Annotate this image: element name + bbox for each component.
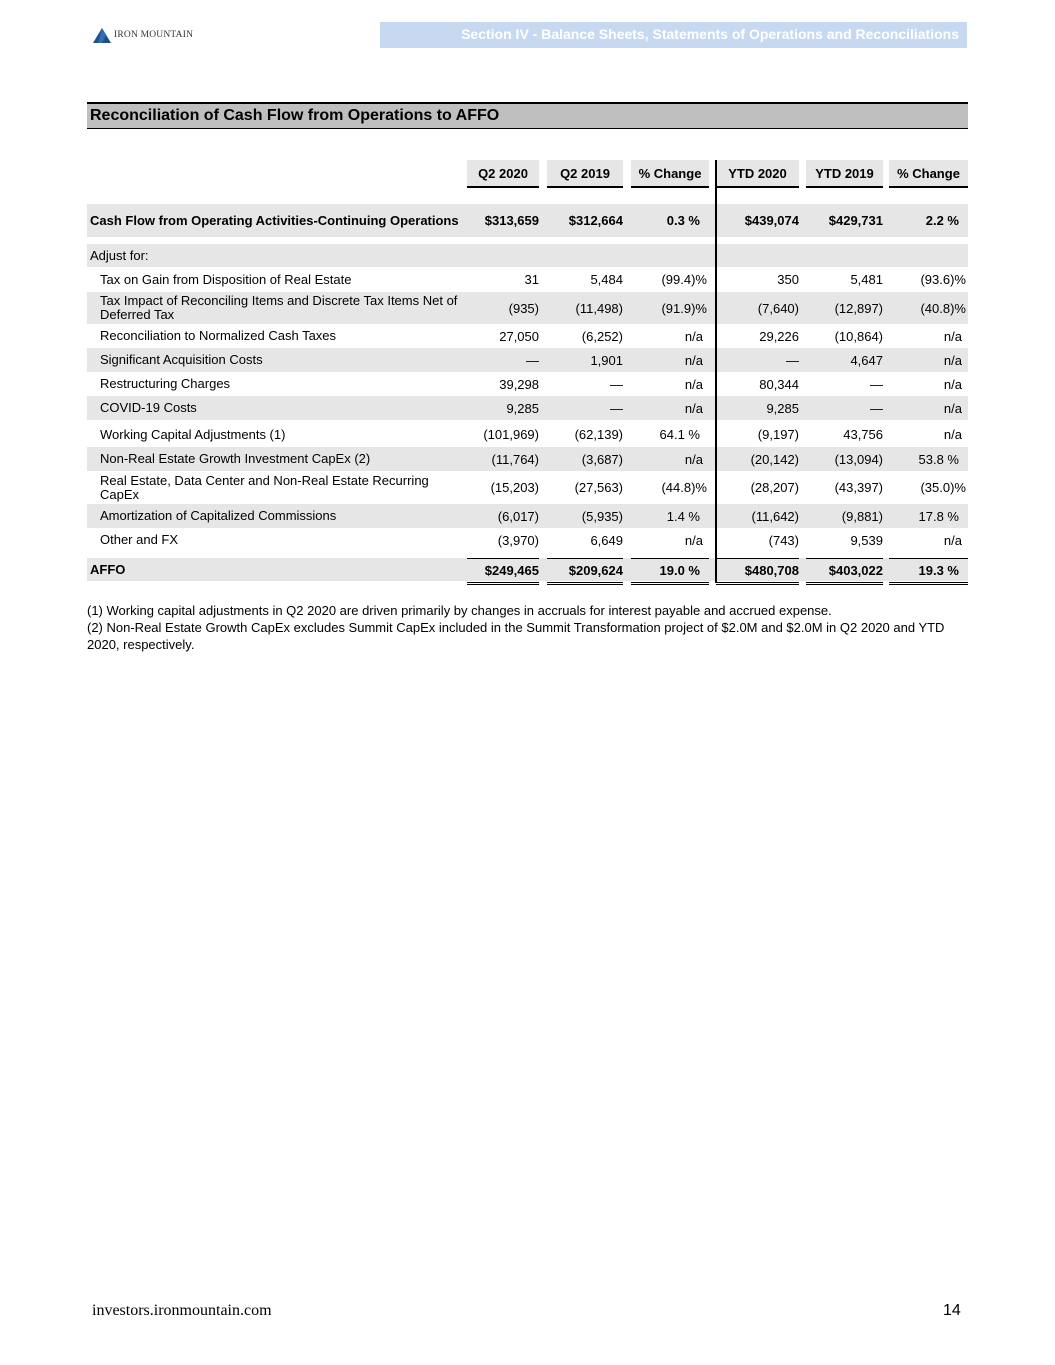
cell-value: 1,901	[590, 352, 623, 368]
cell-value: 350	[777, 272, 799, 287]
cell-value: 5,484	[590, 272, 623, 287]
cell-value: —	[786, 352, 799, 368]
cell-value: 39,298	[499, 376, 539, 392]
row-label: COVID-19 Costs	[100, 400, 197, 415]
cell-value: —	[526, 352, 539, 368]
header-blank-cell	[87, 160, 459, 188]
row-label: Tax on Gain from Disposition of Real Estate	[100, 271, 352, 287]
table-row	[87, 372, 968, 396]
table-row	[87, 528, 968, 552]
table-row	[87, 447, 968, 471]
cell-value: 53.8 %	[918, 451, 959, 467]
cell-value: $249,465	[467, 558, 539, 581]
cell-value: (15,203)	[490, 480, 539, 495]
column-header: YTD 2019	[806, 160, 883, 188]
cell-value: (13,094)	[834, 451, 883, 467]
logo-text: IRON MOUNTAIN	[114, 30, 194, 40]
cell-value: (35.0)%	[920, 480, 966, 495]
table-row	[87, 504, 968, 528]
cell-value: $313,659	[484, 213, 539, 228]
table-row	[87, 292, 968, 324]
table-row	[87, 244, 968, 267]
cell-value: 31	[524, 272, 539, 287]
cell-value: (9,881)	[841, 508, 883, 524]
cell-value: n/a	[943, 352, 962, 368]
cell-value: $403,022	[806, 558, 883, 581]
table-row	[87, 324, 968, 348]
cell-value: 9,285	[766, 400, 799, 416]
cell-value: (743)	[768, 532, 799, 548]
cell-value: 6,649	[590, 532, 623, 548]
cell-value: (11,764)	[491, 451, 539, 467]
table-row	[87, 396, 968, 420]
row-label: Adjust for:	[90, 247, 149, 263]
table-row	[87, 471, 968, 504]
cell-value: 64.1 %	[659, 427, 700, 442]
cell-value: (11,498)	[575, 300, 623, 316]
cell-value: (40.8)%	[920, 300, 966, 316]
cell-value: —	[870, 376, 883, 392]
cell-value: n/a	[943, 532, 962, 548]
cell-value: n/a	[684, 451, 703, 467]
cell-value: (12,897)	[834, 300, 883, 316]
cell-value: 9,285	[506, 400, 539, 416]
cell-value: 17.8 %	[918, 508, 959, 524]
footnote-2: (2) Non-Real Estate Growth CapEx excludes Summit CapEx included in the Summit Transformation project of $2.0M and $2.0M in Q2 2020 and YTD 2020, respectively.	[87, 620, 945, 652]
cell-value: (91.9)%	[661, 300, 707, 316]
cell-value: (27,563)	[574, 480, 623, 495]
cell-value: (99.4)%	[661, 272, 707, 287]
cell-value: —	[610, 400, 623, 416]
cell-value: 29,226	[759, 328, 799, 344]
cell-value: (6,252)	[581, 328, 623, 344]
row-label: Restructuring Charges	[100, 376, 231, 391]
row-label: Tax Impact of Reconciling Items and Discrete Tax Items Net of Deferred Tax	[100, 293, 458, 322]
row-label: Cash Flow from Operating Activities-Continuing Operations	[90, 212, 459, 228]
cell-value: 4,647	[850, 352, 883, 368]
cell-value: 27,050	[499, 328, 539, 344]
cell-value: —	[870, 400, 883, 416]
cell-value: n/a	[943, 427, 962, 442]
table-row	[87, 204, 968, 237]
cell-value: n/a	[684, 376, 703, 392]
table-row-total	[87, 558, 968, 581]
cell-value: (3,970)	[497, 532, 539, 548]
section-banner: Section IV - Balance Sheets, Statements of Operations and Reconciliations	[380, 22, 967, 48]
page-number: 14	[943, 1302, 961, 1319]
cell-value: (7,640)	[757, 300, 799, 316]
cell-value: (44.8)%	[661, 480, 707, 495]
cell-value: $312,664	[568, 213, 623, 228]
table-row	[87, 422, 968, 447]
cell-value: 43,756	[843, 427, 883, 442]
cell-value: 0.3 %	[666, 213, 700, 228]
affo-reconciliation-table	[87, 160, 968, 585]
footnote-1: (1) Working capital adjustments in Q2 2020 are driven primarily by changes in accruals for interest payable and accrued expense.	[87, 603, 832, 618]
column-header: Q2 2020	[467, 160, 539, 188]
cell-value: (11,642)	[751, 508, 799, 524]
row-label: Other and FX	[100, 532, 179, 547]
row-label: Amortization of Capitalized Commissions	[100, 508, 337, 523]
cell-value: (10,864)	[834, 328, 883, 344]
cell-value: n/a	[943, 400, 962, 416]
cell-value: 2.2 %	[925, 213, 959, 228]
cell-value: (62,139)	[574, 427, 623, 442]
column-header: % Change	[631, 160, 709, 188]
row-label: Non-Real Estate Growth Investment CapEx (2)	[100, 451, 371, 466]
cell-value: $480,708	[716, 558, 799, 581]
row-label: AFFO	[90, 561, 126, 577]
table-row	[87, 348, 968, 372]
cell-value: (20,142)	[750, 451, 799, 467]
cell-value: (93.6)%	[920, 272, 966, 287]
cell-value: 5,481	[850, 272, 883, 287]
cell-value: —	[610, 376, 623, 392]
footer-url: investors.ironmountain.com	[92, 1302, 272, 1319]
cell-value: (101,969)	[483, 427, 539, 442]
cell-value: $429,731	[828, 213, 883, 228]
row-label: Real Estate, Data Center and Non-Real Estate Recurring CapEx	[100, 472, 429, 502]
cell-value: $439,074	[744, 213, 799, 228]
cell-value: n/a	[684, 400, 703, 416]
cell-value: n/a	[684, 328, 703, 344]
column-header: Q2 2019	[547, 160, 623, 188]
cell-value: n/a	[943, 376, 962, 392]
cell-value: 19.3 %	[889, 558, 968, 581]
footnotes	[87, 602, 968, 653]
cell-value: 80,344	[759, 376, 799, 392]
cell-value: n/a	[684, 352, 703, 368]
cell-value: 1.4 %	[666, 508, 700, 524]
cell-value: n/a	[943, 328, 962, 344]
cell-value: 9,539	[850, 532, 883, 548]
column-header: YTD 2020	[716, 160, 799, 188]
cell-value: n/a	[684, 532, 703, 548]
mountain-icon	[93, 28, 111, 43]
cell-value: (6,017)	[497, 508, 539, 524]
cell-value: (43,397)	[834, 480, 883, 495]
cell-value: (9,197)	[757, 427, 799, 442]
row-label: Reconciliation to Normalized Cash Taxes	[100, 328, 337, 343]
table-row	[87, 267, 968, 292]
cell-value: (3,687)	[581, 451, 623, 467]
cell-value: (28,207)	[750, 480, 799, 495]
cell-value: (935)	[508, 300, 539, 316]
table-header-row	[87, 160, 968, 188]
row-label: Working Capital Adjustments (1)	[100, 426, 286, 442]
page-title: Reconciliation of Cash Flow from Operations to AFFO	[87, 102, 968, 129]
period-divider-line	[715, 160, 717, 583]
iron-mountain-logo	[93, 27, 193, 43]
cell-value: (5,935)	[581, 508, 623, 524]
cell-value: 19.0 %	[631, 558, 709, 581]
cell-value: $209,624	[547, 558, 623, 581]
row-label: Significant Acquisition Costs	[100, 352, 263, 367]
column-header: % Change	[889, 160, 968, 188]
